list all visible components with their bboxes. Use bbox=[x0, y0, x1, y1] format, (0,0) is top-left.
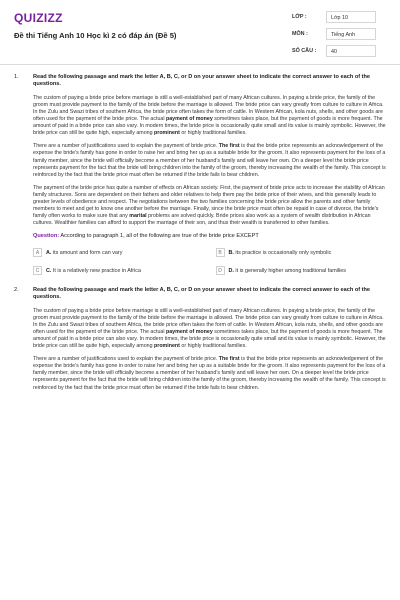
question-number: 2. bbox=[14, 286, 19, 293]
bold-phrase: prominent bbox=[154, 343, 180, 350]
meta-value: 40 bbox=[326, 45, 376, 57]
bold-phrase: prominent bbox=[154, 130, 180, 137]
option-body: it is generally higher among traditional families bbox=[233, 267, 346, 274]
bold-phrase: marital bbox=[129, 213, 147, 220]
question-number: 1. bbox=[14, 74, 19, 80]
text-run: is that the bride price represents an acknowledgement of the expense the bride's family has gone in order to raise her and bring her up as a suitable bride for the groom. It also represents payment for the loss of a family member, since the bride will officially become a member of her husband's family and will leave her own. On a deeper level the bride price represents payment for the fact that the bride will bring children into the family of the groom, thereby increasing the wealth of the family. This concept is reinforced by the fact that the bride price must often be returned if the bride fails to bear children. bbox=[33, 143, 386, 178]
passage-paragraph-2 bbox=[33, 143, 386, 178]
text-run: There are a number of justifications used to explain the payment of bride price. bbox=[33, 143, 219, 150]
meta-value: Lớp 10 bbox=[326, 11, 376, 23]
question-1 bbox=[0, 74, 400, 277]
text-run: is that the bride price represents an acknowledgement of the expense the bride's family has gone in order to raise her and bring her up as a suitable bride for the groom. It also represents payment for the loss of a family member, since the bride will officially become a member of her husband's family and will leave her own. On a deeper level the bride price represents payment for the fact that the bride will bring children into the family of the groom, thereby increasing the wealth of the family. This concept is reinforced by the fact that the bride price must often be returned if the bride fails to bear children. bbox=[33, 356, 386, 391]
option-prefix: C. bbox=[46, 267, 52, 274]
passage-paragraph-1 bbox=[33, 95, 386, 138]
meta-value: Tiếng Anh bbox=[326, 28, 376, 40]
option-letter-box: D bbox=[216, 266, 225, 275]
bold-phrase: The first bbox=[218, 143, 240, 150]
question-instruction: Read the following passage and mark the letter A, B, C, or D on your answer sheet to indicate the correct answer to each of the questions. bbox=[33, 74, 371, 88]
passage-paragraph-1 bbox=[33, 308, 386, 351]
option-text bbox=[46, 250, 122, 256]
question-instruction: Read the following passage and mark the letter A, B, C, or D on your answer sheet to indicate the correct answer to each of the questions. bbox=[33, 286, 371, 301]
text-run: There are a number of justifications used to explain the payment of bride price. bbox=[33, 356, 219, 363]
option-prefix: D. bbox=[228, 267, 234, 274]
option-letter-box: A bbox=[33, 248, 42, 257]
bold-phrase: payment of money bbox=[166, 328, 213, 335]
meta-row-count bbox=[292, 44, 376, 58]
text-run: sometimes takes place, but the payment of goods is more frequent. The amount of paid in a bride price can also vary. In modern times, the bride price is occasionally quite small and its value is mainly symbolic. However, the bride price can still be quite high, especially among bbox=[33, 116, 386, 137]
option-b[interactable] bbox=[216, 247, 387, 259]
answer-options bbox=[33, 247, 386, 277]
option-text bbox=[46, 268, 141, 274]
meta-row-subject bbox=[292, 27, 376, 41]
quizizz-logo: QUIZIZZ bbox=[14, 11, 63, 25]
text-run: The custom of paying a bride price before marriage is still a well-established part of many African cultures. In paying a bride price, the family of the groom must provide payment to the family of the bride before the marriage is allowed. The bride price can vary greatly from culture to culture in Africa. In the Zulu and Swazi tribes of southern Africa, the bride price often takes the form of cattle. In Western African, kola nuts, shells, and other goods are often used for the payment of the bride price. The actual bbox=[33, 94, 384, 123]
bold-phrase: payment of money bbox=[166, 116, 213, 123]
option-prefix: A. bbox=[46, 249, 52, 256]
option-body: its practice is occasionally only symbolic bbox=[233, 249, 332, 256]
page-header bbox=[0, 0, 400, 65]
question-list bbox=[0, 74, 400, 402]
option-d[interactable] bbox=[216, 265, 387, 277]
text-run: problems are solved quickly. Bride prices also work as a system of wealth distribution in African cultures. Wealthier families can afford to support the marriage of their son, and thus their wealth is transferred to other families. bbox=[33, 213, 371, 227]
option-a[interactable] bbox=[33, 247, 204, 259]
question-text: According to paragraph 1, all of the following are true of the bride price EXCEPT bbox=[59, 233, 259, 240]
meta-label: LỚP : bbox=[292, 14, 307, 20]
question-prompt bbox=[33, 233, 386, 240]
text-run: The payment of the bride price has quite a number of effects on African society. First, the payment of bride price acts to increase the stability of African family structures. Sons are dependent on their fathers and older relatives to help them pay the bride price of their wives, and this generally leads to greater levels of obedience and respect. The negotiations between the two families concerning the bride price allow the parents and other family members to meet and get to know one another before the marriage. Finally, since the bride price must often be repaid in case of divorce, the bride's family often works to make sure that any bbox=[33, 184, 385, 220]
text-run: The custom of paying a bride price before marriage is still a well-established part of many African cultures. In paying a bride price, the family of the groom must provide payment to the family of the bride before the marriage is allowed. The bride price can vary greatly from culture to culture in Africa. In the Zulu and Swazi tribes of southern Africa, the bride price often takes the form of cattle. In Western African, kola nuts, shells, and other goods are often used for the payment of the bride price. The actual bbox=[33, 307, 384, 335]
option-c[interactable] bbox=[33, 265, 204, 277]
meta-label: SỐ CÂU : bbox=[292, 48, 317, 54]
option-body: its amount and form can vary bbox=[51, 249, 123, 256]
meta-row-class bbox=[292, 10, 376, 24]
option-text bbox=[229, 250, 332, 256]
option-letter-box: C bbox=[33, 266, 42, 275]
passage-paragraph-2 bbox=[33, 356, 386, 391]
option-body: It is a relatively new practice in Africa bbox=[51, 267, 141, 274]
meta-panel bbox=[292, 10, 376, 61]
option-letter-box: B bbox=[216, 248, 225, 257]
option-prefix: B. bbox=[228, 249, 234, 256]
passage-paragraph-3 bbox=[33, 185, 386, 228]
question-label: Question: bbox=[33, 233, 60, 240]
document-title: Đề thi Tiếng Anh 10 Học kì 2 có đáp án (Đề 5) bbox=[14, 31, 177, 40]
bold-phrase: The first bbox=[218, 356, 240, 363]
meta-label: MÔN : bbox=[292, 31, 308, 37]
question-2 bbox=[0, 287, 400, 392]
option-text bbox=[229, 268, 346, 274]
text-run: or highly traditional families. bbox=[179, 130, 247, 137]
text-run: or highly traditional families. bbox=[179, 343, 247, 350]
text-run: sometimes takes place, but the payment of goods is more frequent. The amount of paid in a bride price can also vary. In modern times, the bride price is occasionally quite small and its value is mainly symbolic. However, the bride price can still be quite high, especially among bbox=[33, 328, 386, 350]
